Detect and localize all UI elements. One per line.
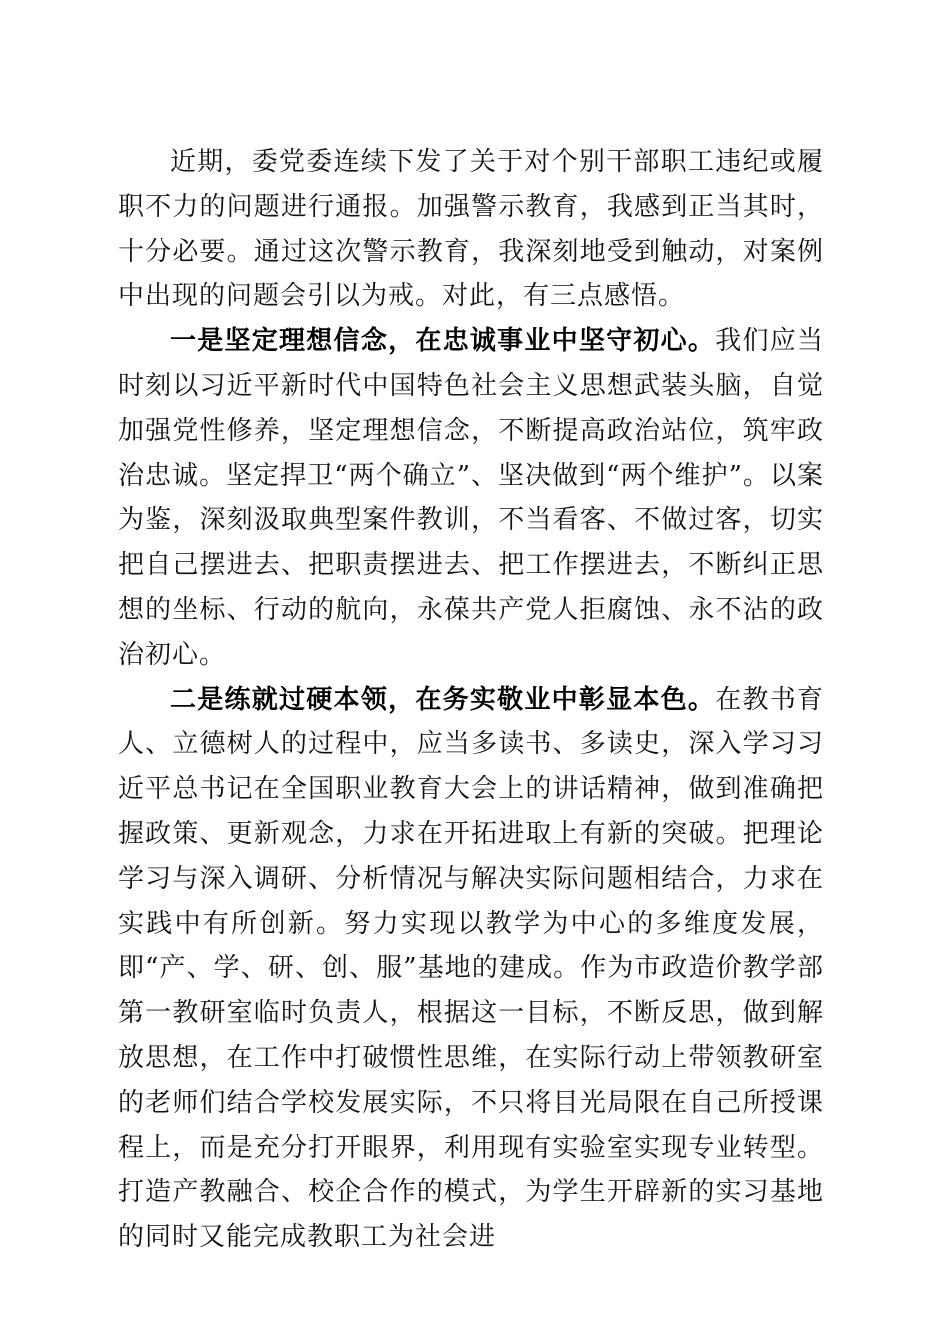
paragraph-point-two-lead: 二是练就过硬本领，在务实敬业中彰显本色。 [170, 684, 716, 715]
paragraph-intro-text: 近期，委党委连续下发了关于对个别干部职工违纪或履职不力的问题进行通报。加强警示教育，我感到正当其时，十分必要。通过这次警示教育，我深刻地受到触动，对案例中出现的问题会引以为戒。对此，有三点感悟。 [118, 147, 824, 312]
paragraph-intro [118, 140, 824, 319]
paragraph-point-one [118, 319, 824, 677]
document-body [118, 140, 824, 1260]
paragraph-point-two-text: 在教书育人、立德树人的过程中，应当多读书、多读史，深入学习习近平总书记在全国职业教育大会上的讲话精神，做到准确把握政策、更新观念，力求在开拓进取上有新的突破。把理论学习与深入调研、分析情况与解决实际问题相结合，力求在实践中有所创新。努力实现以教学为中心的多维度发展，即“产、学、研、创、服”基地的建成。作为市政造价教学部第一教研室临时负责人，根据这一目标，不断反思，做到解放思想，在工作中打破惯性思维，在实际行动上带领教研室的老师们结合学校发展实际，不只将目光局限在自己所授课程上，而是充分打开眼界，利用现有实验室实现专业转型。打造产教融合、校企合作的模式，为学生开辟新的实习基地的同时又能完成教职工为社会进 [118, 684, 824, 1253]
paragraph-point-one-text: 我们应当时刻以习近平新时代中国特色社会主义思想武装头脑，自觉加强党性修养，坚定理想信念，不断提高政治站位，筑牢政治忠诚。坚定捍卫“两个确立”、坚决做到“两个维护”。以案为鉴，深刻汲取典型案件教训，不当看客、不做过客，切实把自己摆进去、把职责摆进去、把工作摆进去，不断纠正思想的坐标、行动的航向，永葆共产党人拒腐蚀、永不沾的政治初心。 [118, 326, 824, 670]
paragraph-point-one-lead: 一是坚定理想信念，在忠诚事业中坚守初心。 [170, 326, 716, 357]
paragraph-point-two [118, 678, 824, 1260]
